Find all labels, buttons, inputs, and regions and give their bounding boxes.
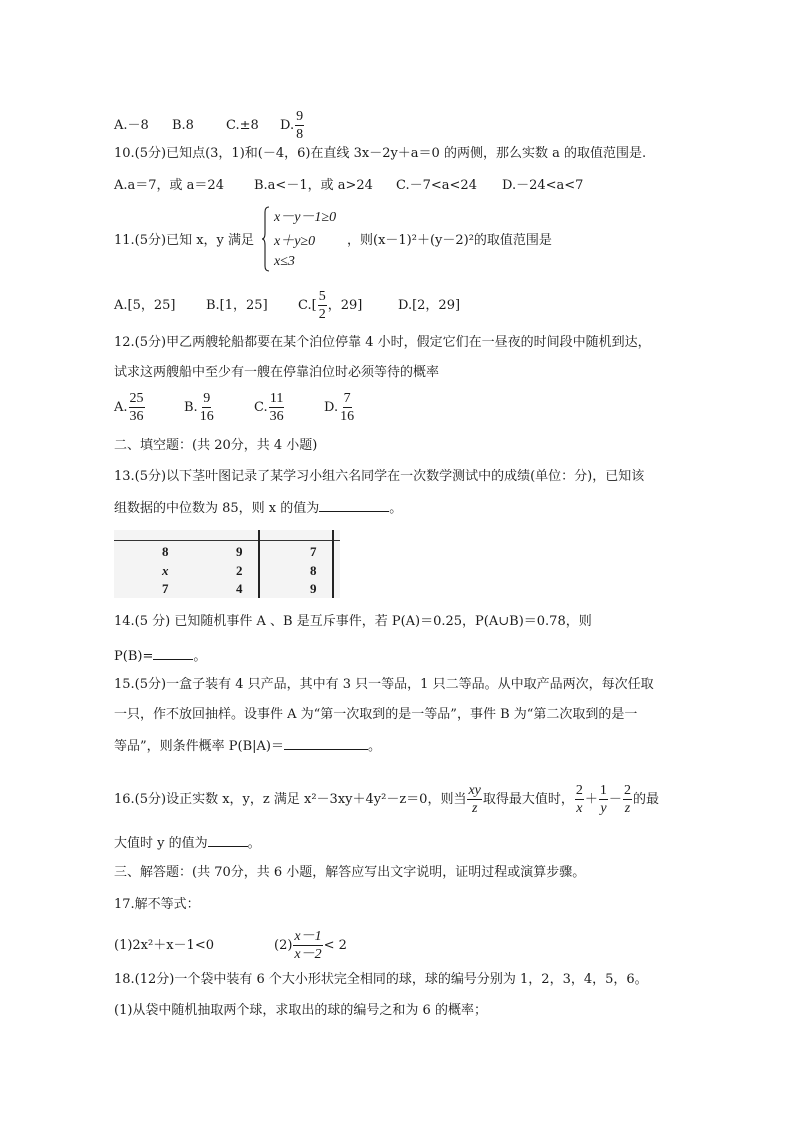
q15-line-1: 15.(5分)一盒子装有 4 只产品，其中有 3 只一等品，1 只二等品。从中取产品两次，每次任取 [114,677,654,692]
q14-answer-blank [153,647,193,660]
section-3-heading: 三、解答题：(共 70分，共 6 小题，解答应写出文字说明，证明过程或演算步骤。 [114,865,586,880]
q12-line-1: 12.(5分)甲乙两艘轮船都要在某个泊位停靠 4 小时，假定它们在一昼夜的时间段中随机到达， [114,335,651,350]
q16-answer-blank [208,834,248,847]
q9-option-c: C.±8 [226,118,259,133]
stem-leaf-top-rule [114,540,340,541]
q17-title: 17.解不等式： [114,897,200,912]
q15-answer-blank [284,737,368,750]
q9-d-fraction: $\frac{9}{8}$ [296,109,304,142]
q12-options [114,390,356,425]
q18-line-1: 18.(12分)一个袋中装有 6 个大小形状完全相同的球，球的编号分别为 1，2，3，4，5，6。 [114,972,648,987]
q13-line-1: 13.(5分)以下茎叶图记录了某学习小组六名同学在一次数学测试中的成绩(单位：分)，已知该 [114,469,645,484]
q16-xy-over-z: $\frac{xy}{z}$ [468,783,481,816]
q11-c-fraction: $\frac{5}{2}$ [318,289,326,322]
stem-leaf-row-3-left: 7 [162,581,169,596]
stem-leaf-row-1-right: 7 [310,544,317,559]
stem-leaf-row-2-left: x [162,563,169,578]
q11-option-a: A.[5，25] [114,298,176,313]
q9-option-b: B.8 [172,118,194,133]
q18-line-2: (1)从袋中随机抽取两个球，求取出的球的编号之和为 6 的概率； [114,1003,487,1018]
q12-option-d: D. $\frac{7}{16}$ [324,391,355,424]
q11-prefix: 11.(5分)已知 x，y 满足 [114,233,255,248]
q17-part-1: (1)2x²＋x－1<0 [114,938,214,953]
q16-line-1: 16.(5分)设正实数 x，y，z 满足 x²－3xy＋4y²－z＝0，则当 $\frac{xy}{z}$ 取得最大值时， $\frac{2}{x}$ ＋ $\frac{1}{y}$ － $\frac{2}{z}$ 的最 [114,783,659,816]
q13-line-2: 组数据的中位数为 85，则 x 的值为 。 [114,501,403,516]
q11-option-c: C.[ $\frac{5}{2}$ ，29] [298,289,363,322]
left-brace-icon [262,206,270,272]
stem-leaf-row-1-stem: 9 [236,544,243,559]
q14-line-1: 14.(5 分) 已知随机事件 A 、B 是互斥事件，若 P(A)＝0.25，P(A∪B)＝0.78，则 [114,614,592,629]
q11-option-b: B.[1，25] [206,298,268,313]
q12-option-b: B. $\frac{9}{16}$ [184,391,214,424]
stem-leaf-row-2-stem: 2 [236,563,243,578]
q12-option-a: A. $\frac{25}{36}$ [114,391,144,424]
q10-option-b: B.a<－1，或 a>24 [254,178,373,193]
q9-option-a: A.－8 [114,118,149,133]
q11-condition-2: x＋y≥0 [274,234,316,249]
q15-line-2: 一只，作不放回抽样。设事件 A 为“第一次取到的是一等品”，事件 B 为“第二次取到的是一 [114,707,638,722]
stem-leaf-divider-1 [258,530,260,598]
stem-leaf-row-1-left: 8 [162,544,169,559]
q13-answer-blank [319,499,389,512]
q11-option-d: D.[2，29] [398,298,461,313]
q10-option-d: D.－24<a<7 [502,178,584,193]
q11-condition-1: x－y－1≥0 [274,210,337,225]
q10-option-c: C.－7<a<24 [396,178,477,193]
q16-line-2: 大值时 y 的值为 。 [114,836,261,851]
stem-leaf-plot [114,530,340,598]
stem-leaf-row-3-right: 9 [310,581,317,596]
q10-options [114,177,583,195]
q10-stem: 10.(5分)已知点(3，1)和(－4，6)在直线 3x－2y＋a＝0 的两侧，那么实数 a 的取值范围是. [114,146,647,161]
q12-line-2: 试求这两艘船中至少有一艘在停靠泊位时必须等待的概率 [114,365,440,380]
q10-option-a: A.a＝7，或 a＝24 [114,178,224,193]
section-2-heading: 二、填空题：(共 20分，共 4 小题) [114,438,318,453]
stem-leaf-divider-2 [332,530,334,598]
q17-parts [114,928,347,963]
stem-leaf-row-3-stem: 4 [236,581,243,596]
q12-option-c: C. $\frac{11}{36}$ [254,391,284,424]
q11-suffix: ，则(x－1)²＋(y－2)²的取值范围是 [347,233,552,248]
q14-line-2: P(B)= 。 [114,649,207,664]
q11-condition-3: x≤3 [274,254,295,269]
q17-part-2: (2) $\frac{x-1}{x-2}$ < 2 [274,929,347,962]
q9-option-d: D. $\frac{9}{8}$ [280,109,304,142]
q11-options [114,288,460,323]
q9-options [114,108,305,143]
stem-leaf-row-2-right: 8 [310,563,317,578]
q15-line-3: 等品”，则条件概率 P(B|A)＝ 。 [114,739,382,754]
